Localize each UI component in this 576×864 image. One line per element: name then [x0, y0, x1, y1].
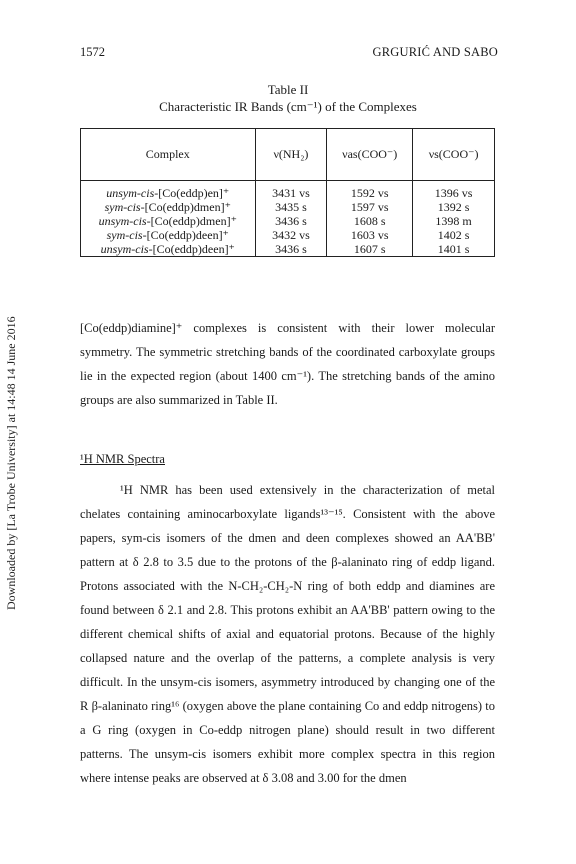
cell-nh2: 3436 s — [255, 242, 327, 257]
cell-complex: unsym-cis-[Co(eddp)dmen]⁺ — [81, 214, 256, 228]
cell-coo-s: 1396 vs — [413, 186, 495, 200]
table-title: Table II — [267, 82, 309, 97]
table-caption: Characteristic IR Bands (cm⁻¹) of the Complexes — [159, 99, 417, 114]
column-header-coo-as: νas(COO⁻) — [327, 129, 413, 181]
cell-nh2: 3436 s — [255, 214, 327, 228]
cell-complex: unsym-cis-[Co(eddp)en]⁺ — [81, 186, 256, 200]
table-row — [81, 242, 495, 257]
cell-coo-s: 1402 s — [413, 228, 495, 242]
cell-coo-as: 1597 vs — [327, 200, 413, 214]
table-row — [81, 186, 495, 200]
cell-nh2: 3431 vs — [255, 186, 327, 200]
cell-coo-as: 1592 vs — [327, 186, 413, 200]
cell-complex: sym-cis-[Co(eddp)deen]⁺ — [81, 228, 256, 242]
table-row — [81, 228, 495, 242]
cell-coo-s: 1398 m — [413, 214, 495, 228]
section-heading: ¹H NMR Spectra — [80, 452, 165, 466]
cell-coo-s: 1401 s — [413, 242, 495, 257]
ir-bands-table — [80, 128, 495, 257]
cell-complex: sym-cis-[Co(eddp)dmen]⁺ — [81, 200, 256, 214]
cell-nh2: 3435 s — [255, 200, 327, 214]
running-head: GRGURIĆ AND SABO — [372, 45, 498, 59]
table-row — [81, 214, 495, 228]
cell-nh2: 3432 vs — [255, 228, 327, 242]
column-header-nh2: ν(NH₂) — [255, 129, 327, 181]
table-row — [81, 200, 495, 214]
download-watermark: Downloaded by [La Trobe University] at 14:48 14 June 2016 — [4, 316, 18, 610]
cell-coo-as: 1607 s — [327, 242, 413, 257]
cell-coo-s: 1392 s — [413, 200, 495, 214]
paragraph: [Co(eddp)diamine]⁺ complexes is consistent with their lower molecular symmetry. The symmetric stretching bands of the coordinated carboxylate groups lie in the expected region (about 1400 cm⁻¹). The stretching bands of the amino groups are also summarized in Table II. — [80, 321, 495, 407]
page-number: 1572 — [80, 45, 105, 59]
column-header-complex: Complex — [81, 129, 256, 181]
cell-coo-as: 1603 vs — [327, 228, 413, 242]
cell-coo-as: 1608 s — [327, 214, 413, 228]
column-header-coo-s: νs(COO⁻) — [413, 129, 495, 181]
paragraph: ¹H NMR has been used extensively in the characterization of metal chelates containing aminocarboxylate ligands¹³⁻¹⁵. Consistent with the above papers, sym-cis isomers of the dmen and deen complexes showed an AA'BB' pattern at δ 2.8 to 3.5 due to the protons of the β-alaninato ring of eddp ligand. Protons associated with the N-CH₂-CH₂-N ring of both eddp and diamines are found between δ 2.1 and 2.8. This protons exhibit an AA'BB' pattern owing to the different chemical shifts of axial and equatorial protons. Because of the highly collapsed nature and the overlap of the patterns, a complete analysis is very difficult. In the unsym-cis isomers, asymmetry introduced by changing one of the R β-alaninato ring¹⁶ (oxygen above the plane containing Co and eddp nitrogens) to a G ring (oxygen in Co-eddp nitrogen plane) should result in two different patterns. The unsym-cis isomers exhibit more complex spectra in this region where intense peaks are observed at δ 3.08 and 3.00 for the dmen — [80, 483, 495, 785]
cell-complex: unsym-cis-[Co(eddp)deen]⁺ — [81, 242, 256, 257]
